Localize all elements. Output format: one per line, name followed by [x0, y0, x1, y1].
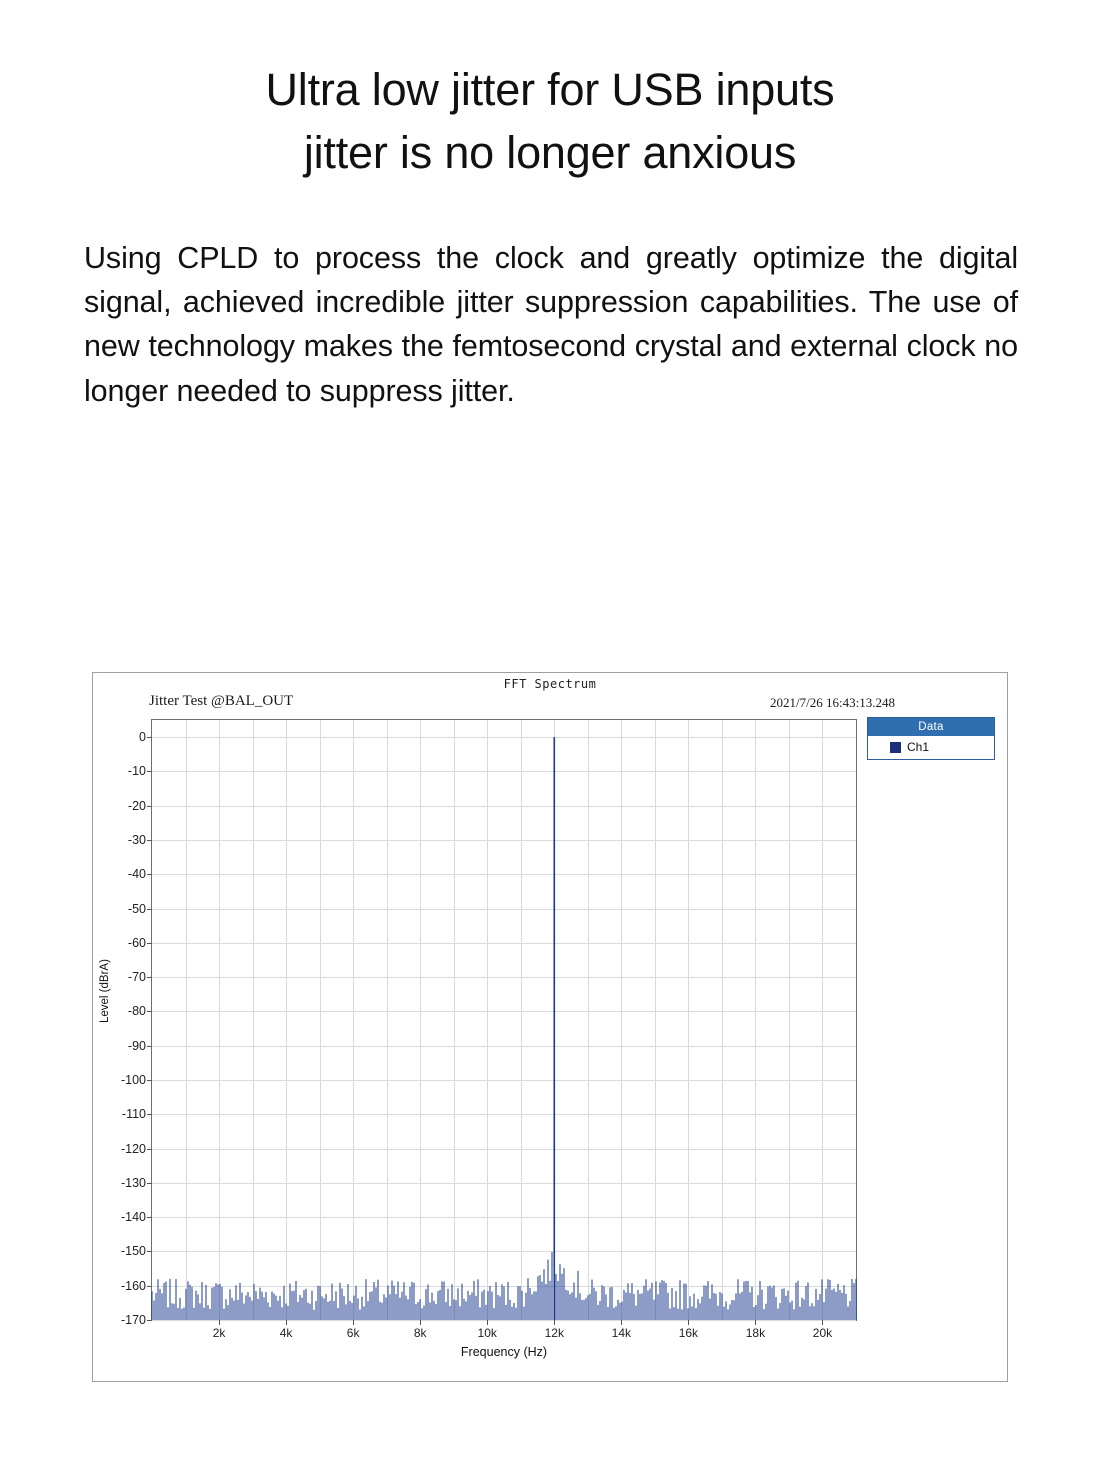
headline-line-1: Ultra low jitter for USB inputs	[265, 64, 835, 115]
legend-title: Data	[868, 718, 994, 736]
chart-title: FFT Spectrum	[503, 677, 597, 691]
timestamp-label: 2021/7/26 16:43:13.248	[770, 695, 895, 710]
y-axis-tick-mark	[147, 1320, 152, 1321]
x-axis-tick-label: 10k	[477, 1326, 497, 1340]
x-axis-tick-mark	[420, 1320, 421, 1325]
y-axis-tick-label: -160	[120, 1278, 146, 1293]
x-axis-tick-label: 18k	[745, 1326, 766, 1340]
chart-legend	[867, 717, 995, 760]
y-axis-tick-label: -20	[127, 798, 146, 813]
x-axis-tick-label: 14k	[611, 1326, 632, 1340]
y-axis-tick-label: -80	[127, 1004, 146, 1019]
y-axis-tick-label: -50	[127, 901, 146, 916]
x-axis-tick-label: 4k	[279, 1326, 293, 1340]
x-axis-tick-label: 16k	[678, 1326, 699, 1340]
x-axis-tick-label: 12k	[544, 1326, 564, 1340]
x-axis-label: Frequency (Hz)	[460, 1345, 548, 1359]
x-axis-tick-mark	[286, 1320, 287, 1325]
x-axis-tick-mark	[621, 1320, 622, 1325]
x-axis-tick-mark	[353, 1320, 354, 1325]
x-axis-tick-mark	[755, 1320, 756, 1325]
x-axis-tick-label: 8k	[413, 1326, 427, 1340]
spectrum-trace	[152, 720, 856, 1320]
body-paragraph: Using CPLD to process the clock and greatly optimize the digital signal, achieved incredible jitter suppression capabilities. The use of new technology makes the femtosecond crystal and external clock no longer needed to suppress jitter.	[84, 241, 1018, 408]
x-axis-tick-mark	[688, 1320, 689, 1325]
y-axis-tick-label: -90	[127, 1038, 146, 1053]
legend-swatch-icon	[890, 742, 901, 753]
y-axis-tick-label: -10	[127, 764, 146, 779]
y-axis-tick-label: -70	[127, 970, 146, 985]
plot-area	[120, 719, 857, 1340]
y-axis-tick-label: -130	[120, 1175, 146, 1190]
y-axis-tick-label: 0	[139, 730, 146, 745]
y-axis-tick-label: -40	[127, 867, 146, 882]
fft-spectrum-chart	[92, 672, 1008, 1382]
y-axis-label: Level (dBrA)	[99, 959, 111, 1023]
legend-label: Ch1	[907, 740, 930, 754]
y-axis-tick-label: -30	[127, 833, 146, 847]
y-axis-tick-label: -120	[120, 1141, 146, 1156]
x-axis-tick-label: 2k	[212, 1326, 226, 1340]
y-axis-tick-label: -100	[120, 1073, 146, 1087]
legend-item-ch1	[868, 736, 994, 759]
y-axis-tick-label: -140	[120, 1210, 146, 1225]
y-axis-tick-label: -110	[121, 1107, 146, 1122]
headline-line-2: jitter is no longer anxious	[303, 127, 797, 178]
gridline-horizontal	[152, 1320, 856, 1321]
y-axis-tick-label: -60	[127, 935, 146, 950]
y-axis-tick-label: -170	[120, 1313, 146, 1327]
x-axis-tick-label: 20k	[812, 1326, 833, 1340]
y-axis-tick-label: -150	[120, 1244, 146, 1259]
x-axis-tick-label: 6k	[346, 1326, 360, 1340]
x-axis-tick-mark	[822, 1320, 823, 1325]
x-axis-tick-mark	[487, 1320, 488, 1325]
x-axis-tick-mark	[554, 1320, 555, 1325]
page-title	[0, 0, 1100, 184]
measurement-label: Jitter Test @BAL_OUT	[149, 693, 294, 709]
x-axis-tick-mark	[219, 1320, 220, 1325]
